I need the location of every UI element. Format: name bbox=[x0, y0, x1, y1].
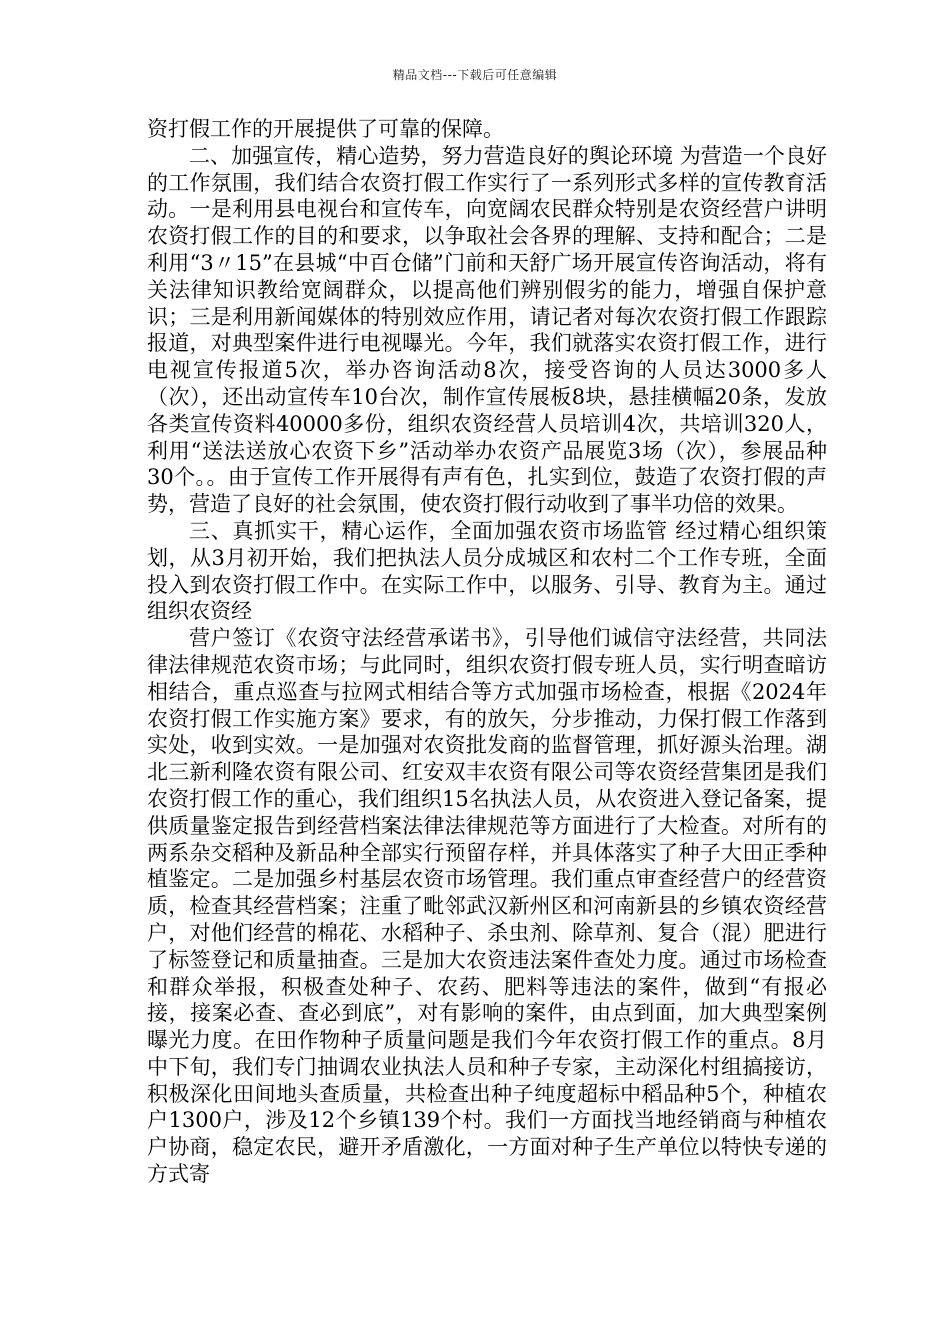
paragraph-3: 三、真抓实干，精心运作，全面加强农资市场监管 经过精心组织策划，从3月初开始，我们把执法人员分成城区和农村二个工作专班，全面投入到农资打假工作中。在实际工作中，以服务、引导、教育为主。通过组织农资经 bbox=[147, 518, 827, 624]
page-header: 精品文档---下载后可任意编辑 bbox=[392, 68, 558, 82]
paragraph-1: 资打假工作的开展提供了可靠的保障。 bbox=[147, 117, 504, 141]
paragraph-4: 营户签订《农资守法经营承诺书》，引导他们诚信守法经营，共同法律法律规范农资市场；与此同时，组织农资打假专班人员，实行明查暗访相结合，重点巡查与拉网式相结合等方式加强市场检查，根据《2024年农资打假工作实施方案》要求，有的放矢，分步推动，力保打假工作落到实处，收到实效。一是加强对农资批发商的监督管理，抓好源头治理。湖北三新利隆农资有限公司、红安双丰农资有限公司等农资经营集团是我们农资打假工作的重心，我们组织15名执法人员，从农资进入登记备案，提供质量鉴定报告到经营档案法律法律规范等方面进行了大检查。对所有的两系杂交稻种及新品种全部实行预留存样，并具体落实了种子大田正季种植鉴定。二是加强乡村基层农资市场管理。我们重点审查经营户的经营资质，检查其经营档案；注重了毗邻武汉新州区和河南新县的乡镇农资经营户，对他们经营的棉花、水稻种子、杀虫剂、除草剂、复合（混）肥进行了标签登记和质量抽查。三是加大农资违法案件查处力度。通过市场检查和群众举报，积极查处种子、农药、肥料等违法的案件，做到“有报必接，接案必查、查必到底”，对有影响的案件，由点到面，加大典型案例曝光力度。在田作物种子质量问题是我们今年农资打假工作的重点。8月中下旬，我们专门抽调农业执法人员和种子专家，主动深化村组搞接访，积极深化田间地头查质量，共检查出种子纯度超标中稻品种5个，种植农户1300户，涉及12个乡镇139个村。我们一方面找当地经销商与种植农户协商，稳定农民，避开矛盾激化，一方面对种子生产单位以特快专递的方式寄 bbox=[147, 626, 827, 1187]
document-body bbox=[147, 116, 827, 1188]
paragraph-2: 二、加强宣传，精心造势，努力营造良好的舆论环境 为营造一个良好的工作氛围，我们结合农资打假工作实行了一系列形式多样的宣传教育活动。一是利用县电视台和宣传车，向宽阔农民群众特别是农资经营户讲明农资打假工作的目的和要求，以争取社会各界的理解、支持和配合；二是利用“3〃15”在县城“中百仓储”门前和天舒广场开展宣传咨询活动，将有关法律知识教给宽阔群众，以提高他们辨别假劣的能力，增强自保护意识；三是利用新闻媒体的特别效应作用，请记者对每次农资打假工作跟踪报道，对典型案件进行电视曝光。今年，我们就落实农资打假工作，进行电视宣传报道5次，举办咨询活动8次，接受咨询的人员达3000多人（次），还出动宣传车10台次，制作宣传展板8块，悬挂横幅20条，发放各类宣传资料40000多份，组织农资经营人员培训4次，共培训320人，利用“送法送放心农资下乡”活动举办农资产品展览3场（次），参展品种30个。。由于宣传工作开展得有声有色，扎实到位，鼓造了农资打假的声势，营造了良好的社会氛围，使农资打假行动收到了事半功倍的效果。 bbox=[147, 143, 827, 517]
